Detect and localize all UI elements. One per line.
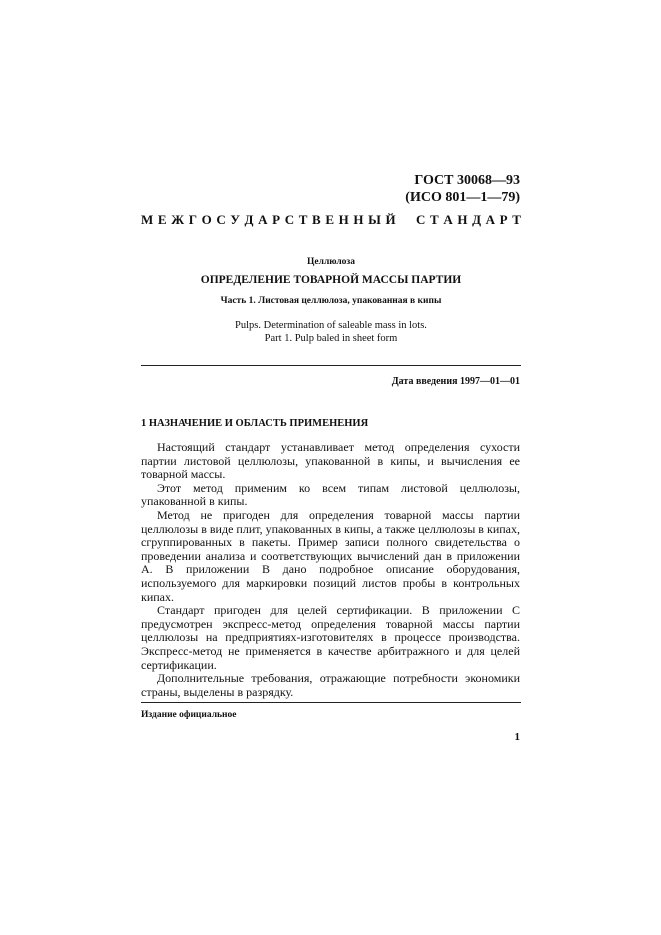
standard-code: ГОСТ 30068—93 — [414, 173, 520, 188]
banner-letter: У — [230, 212, 240, 227]
banner-letter: Н — [353, 212, 364, 227]
banner-letter: В — [312, 212, 321, 227]
banner-letter: Р — [272, 212, 281, 227]
banner-letter: О — [201, 212, 212, 227]
banner-letter: Й — [385, 212, 396, 227]
interstate-standard-banner — [141, 212, 521, 228]
document-title: ОПРЕДЕЛЕНИЕ ТОВАРНОЙ МАССЫ ПАРТИИ — [200, 274, 462, 286]
banner-letter: С — [416, 212, 426, 227]
banner-letter: Г — [188, 212, 197, 227]
banner-letter: А — [258, 212, 268, 227]
english-title — [141, 319, 521, 345]
document-part: Часть 1. Листовая целлюлоза, упакованная в кипы — [220, 296, 442, 306]
introduction-date: Дата введения 1997—01—01 — [391, 376, 520, 387]
banner-letter: А — [443, 212, 453, 227]
paragraph: Стандарт пригоден для целей сертификации. В приложении С предусмотрен экспресс-метод определения товарной массы партии целлюлозы на предприятиях-изготовителях в процессе производства. Экспресс-метод не применяется в качестве арбитражного и для целей сертификации. — [141, 603, 520, 672]
banner-letter: Ы — [368, 212, 381, 227]
banner-letter: Т — [298, 212, 308, 227]
document-subject: Целлюлоза — [307, 257, 355, 267]
banner-gap — [408, 212, 411, 228]
divider-top — [141, 365, 521, 366]
banner-letter: М — [141, 212, 154, 227]
banner-letter: Д — [244, 212, 254, 227]
banner-letter: А — [485, 212, 496, 227]
banner-letter: Т — [430, 212, 439, 227]
banner-letter: Е — [325, 212, 334, 227]
paragraph: Настоящий стандарт устанавливает метод определения сухости партии листовой целлюлозы, упакованной в кипы, и вычисления ее товарной массы. — [141, 440, 520, 482]
iso-code: (ИСО 801—1—79) — [405, 190, 520, 205]
banner-letter: С — [216, 212, 226, 227]
standard-designation — [405, 172, 520, 206]
english-title-line-1: Pulps. Determination of saleable mass in lots. — [235, 320, 427, 331]
page-number: 1 — [514, 731, 520, 743]
section-body — [141, 441, 520, 699]
edition-label: Издание официальное — [141, 710, 237, 720]
banner-gap — [400, 212, 403, 228]
banner-letter: Е — [157, 212, 167, 227]
section-heading: 1 НАЗНАЧЕНИЕ И ОБЛАСТЬ ПРИМЕНЕНИЯ — [141, 418, 369, 429]
banner-letter: Н — [457, 212, 468, 227]
banner-letter: Т — [512, 212, 521, 227]
banner-letter: Р — [499, 212, 508, 227]
banner-letter: Ж — [171, 212, 185, 227]
banner-letter: Н — [338, 212, 349, 227]
paragraph: Этот метод применим ко всем типам листовой целлюлозы, упакованной в кипы. — [141, 480, 520, 509]
banner-letter: С — [284, 212, 295, 227]
paragraph: Дополнительные требования, отражающие потребности экономики страны, выделены в разрядку. — [141, 671, 520, 699]
english-title-line-2: Part 1. Pulp baled in sheet form — [264, 333, 398, 344]
paragraph: Метод не пригоден для определения товарной массы партии целлюлозы в виде плит, упакованных в кипы, а также целлюлозы в кипах, сгруппированных в пакеты. Пример записи полного свидетельства о проведении анализа и соответствующих вычислений дан в приложении А. В приложении В дано подробное описание оборудования, используемого для маркировки позиций листов пробы в контрольных кипах. — [141, 507, 520, 604]
banner-letter: Д — [472, 212, 482, 227]
divider-bottom — [141, 702, 521, 703]
